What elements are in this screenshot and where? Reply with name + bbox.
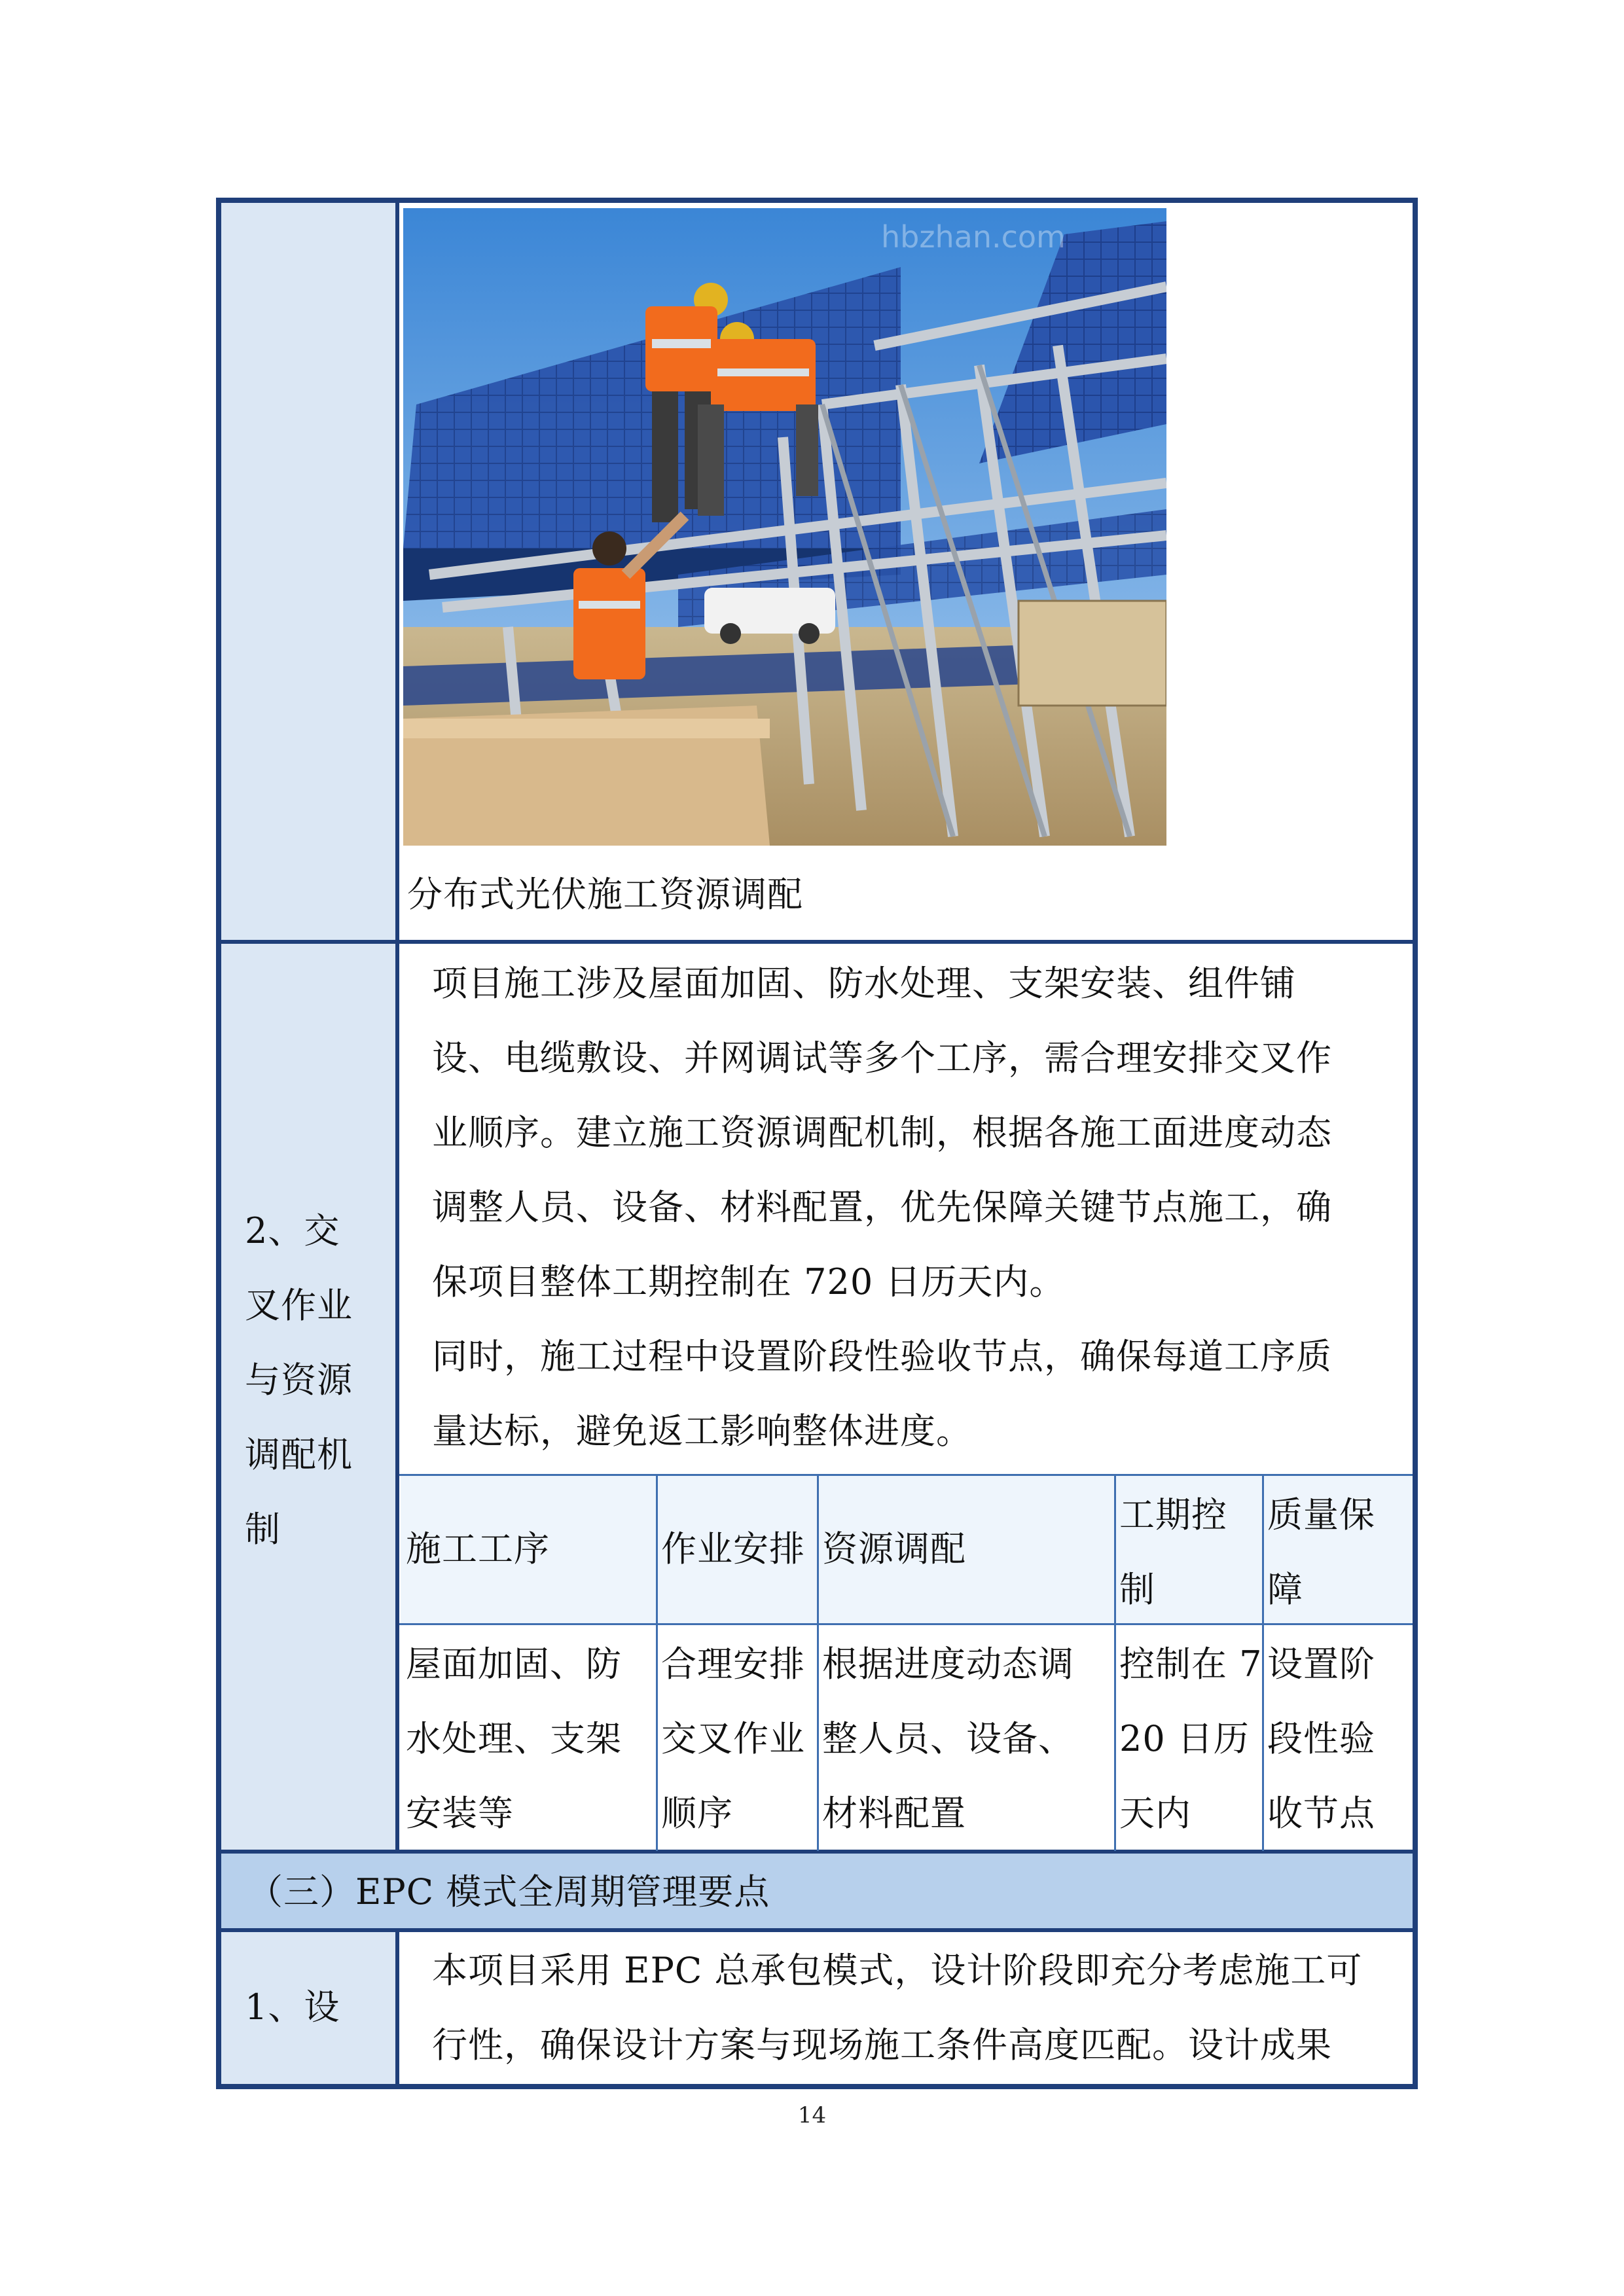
left-col-row1 xyxy=(221,203,398,941)
table-header-cell: 资源调配 xyxy=(822,1528,966,1570)
section2-label: 2、交 叉作业 与资源 调配机 制 xyxy=(245,1210,353,1550)
photo-watermark: hbzhan.com xyxy=(881,219,1066,255)
table-header-cell: 作业安排 xyxy=(661,1528,805,1570)
divider xyxy=(395,203,399,1852)
table-cell: 合理安排 交叉作业 顺序 xyxy=(661,1643,805,1834)
page-number: 14 xyxy=(797,2102,827,2128)
table-header-cell: 质量保 障 xyxy=(1267,1494,1375,1610)
section3-paragraph: 本项目采用 EPC 总承包模式，设计阶段即充分考虑施工可 行性，确保设计方案与现场施工条件高度匹配。设计成果 xyxy=(432,1950,1363,2066)
section3-label: 1、设 xyxy=(245,1986,340,2028)
divider xyxy=(221,940,1413,944)
content-table xyxy=(216,198,1418,2089)
section-title: （三）EPC 模式全周期管理要点 xyxy=(247,1871,770,1912)
table-cell: 控制在 7 20 日历 天内 xyxy=(1119,1643,1263,1834)
photo-caption: 分布式光伏施工资源调配 xyxy=(407,874,803,915)
table-header-cell: 施工工序 xyxy=(406,1528,550,1570)
construction-photo xyxy=(403,208,1166,846)
divider xyxy=(221,1928,1413,1932)
divider xyxy=(395,1931,399,2084)
table-cell: 根据进度动态调 整人员、设备、 材料配置 xyxy=(822,1643,1074,1834)
divider xyxy=(399,1474,1413,1476)
divider xyxy=(399,1623,1413,1625)
table-cell: 设置阶 段性验 收节点 xyxy=(1267,1643,1375,1834)
divider xyxy=(1114,1474,1116,1851)
table-cell: 屋面加固、防 水处理、支架 安装等 xyxy=(406,1643,622,1834)
table-header-cell: 工期控 制 xyxy=(1119,1494,1227,1610)
divider xyxy=(656,1474,658,1851)
divider xyxy=(817,1474,819,1851)
section2-paragraph: 项目施工涉及屋面加固、防水处理、支架安装、组件铺 设、电缆敷设、并网调试等多个工序，需合理安排交叉作 业顺序。建立施工资源调配机制，根据各施工面进度动态 调整人员、设备、材料配置，优先保障关键节点施工，确 保项目整体工期控制在 720 日历天内。 同时，施工过程中设置阶段性验收节点，确保每道工序质 量达标，避免返工影响整体进度。 xyxy=(432,963,1332,1452)
